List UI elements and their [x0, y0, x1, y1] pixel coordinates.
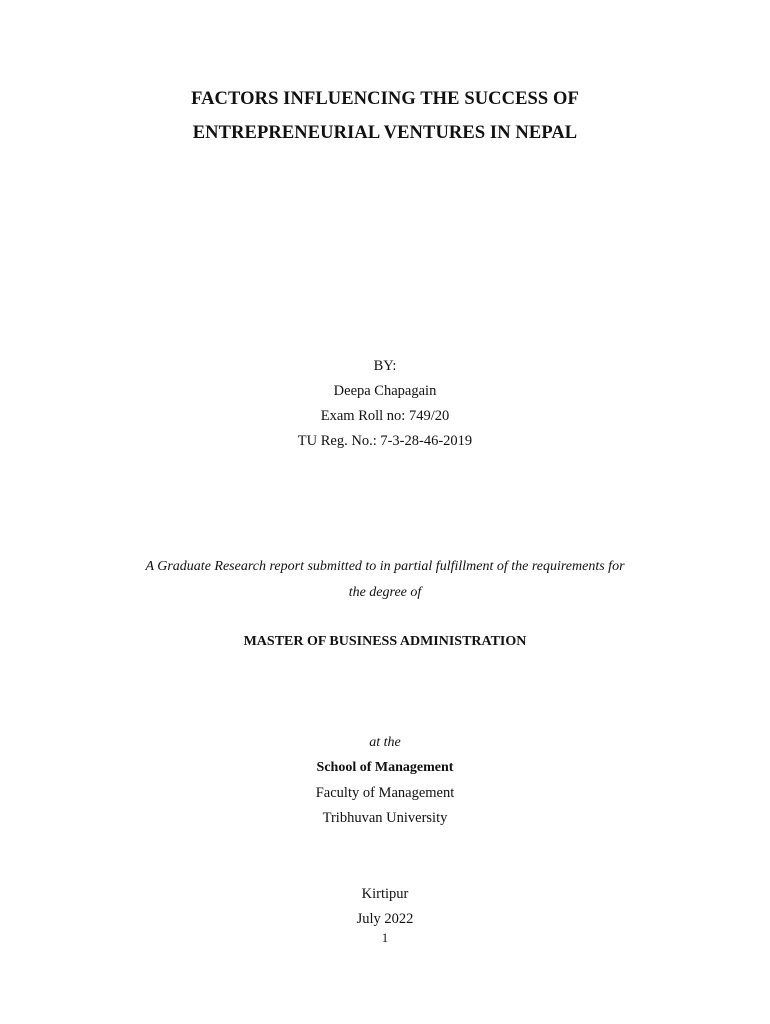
page-number: 1: [381, 931, 389, 945]
title-line-2: ENTREPRENEURIAL VENTURES IN NEPAL: [192, 123, 578, 143]
faculty-name: Faculty of Management: [315, 785, 455, 801]
degree-name: MASTER OF BUSINESS ADMINISTRATION: [243, 634, 527, 649]
exam-roll: Exam Roll no: 749/20: [320, 408, 450, 424]
author-name: Deepa Chapagain: [333, 383, 437, 399]
university-name: Tribhuvan University: [322, 810, 448, 826]
tu-reg-number: TU Reg. No.: 7-3-28-46-2019: [297, 433, 473, 449]
place: Kirtipur: [361, 886, 409, 902]
date: July 2022: [356, 911, 414, 927]
submission-statement-line-1: A Graduate Research report submitted to in partial fulfillment of the requirements for: [145, 559, 625, 574]
school-name: School of Management: [316, 760, 454, 775]
at-the-label: at the: [369, 735, 401, 750]
submission-statement-line-2: the degree of: [348, 585, 422, 600]
title-line-1: FACTORS INFLUENCING THE SUCCESS OF: [191, 89, 579, 109]
by-label: BY:: [373, 358, 397, 374]
